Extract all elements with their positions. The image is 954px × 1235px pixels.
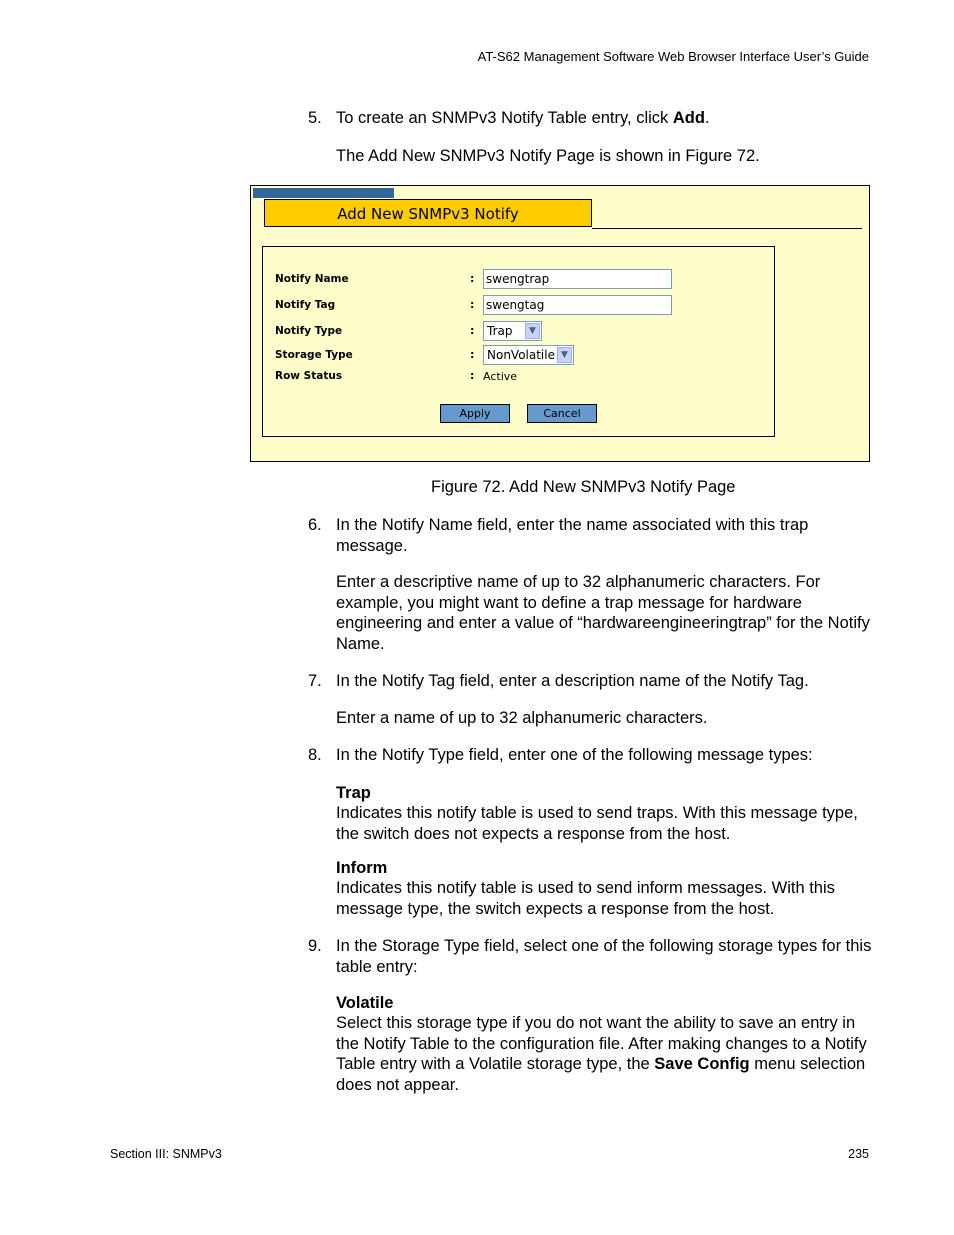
step-6-follow: Enter a descriptive name of up to 32 alphanumeric characters. For example, you might want to define a trap message for hardware engineering and enter a value of “hardwareengineeringtrap” for the Notify Name. bbox=[336, 573, 870, 653]
notify-name-input[interactable]: swengtrap bbox=[483, 269, 672, 289]
step-number: 8. bbox=[308, 746, 322, 764]
step-number: 7. bbox=[308, 672, 322, 690]
notify-type-select[interactable] bbox=[483, 321, 542, 341]
storage-type-select[interactable] bbox=[483, 345, 574, 365]
notify-type-label: Notify Type bbox=[275, 325, 343, 337]
row-status-value: Active bbox=[483, 370, 518, 383]
step-5-follow: The Add New SNMPv3 Notify Page is shown in Figure 72. bbox=[336, 147, 760, 165]
step-9-text: In the Storage Type field, select one of the following storage types for this table entry: bbox=[336, 937, 872, 976]
colon: : bbox=[470, 324, 475, 337]
step-number: 6. bbox=[308, 516, 322, 534]
step-7-text: In the Notify Tag field, enter a description name of the Notify Tag. bbox=[336, 672, 809, 690]
term-inform-desc: Indicates this notify table is used to send inform messages. With this message type, the switch expects a response from the host. bbox=[336, 879, 835, 918]
figure-page-title: Add New SNMPv3 Notify bbox=[264, 199, 592, 227]
chevron-down-icon[interactable]: ▼ bbox=[557, 347, 572, 363]
figure-tab-accent bbox=[253, 188, 394, 198]
page-number: 235 bbox=[848, 1147, 869, 1161]
notify-name-label: Notify Name bbox=[275, 273, 349, 285]
notify-type-value: Trap bbox=[487, 324, 513, 338]
step-7-follow: Enter a name of up to 32 alphanumeric characters. bbox=[336, 709, 708, 727]
title-divider bbox=[592, 228, 862, 229]
term-trap-desc: Indicates this notify table is used to send traps. With this message type, the switch does not expects a response from the host. bbox=[336, 804, 858, 843]
figure-add-notify bbox=[250, 185, 870, 462]
figure-caption: Figure 72. Add New SNMPv3 Notify Page bbox=[431, 478, 736, 496]
term-volatile-desc: Select this storage type if you do not want the ability to save an entry in the Notify Table to the configuration file. After making changes to a Notify Table entry with a Volatile storage type, the Save Config menu selection does not appear. bbox=[336, 1014, 867, 1094]
step-number: 5. bbox=[308, 109, 322, 127]
step-5-text: To create an SNMPv3 Notify Table entry, click Add. bbox=[336, 109, 710, 127]
step-8-text: In the Notify Type field, enter one of the following message types: bbox=[336, 746, 813, 764]
term-volatile: Volatile bbox=[336, 994, 394, 1012]
term-inform: Inform bbox=[336, 859, 388, 877]
chevron-down-icon[interactable]: ▼ bbox=[525, 323, 540, 339]
step-6-text: In the Notify Name field, enter the name associated with this trap message. bbox=[336, 516, 809, 555]
running-header: AT-S62 Management Software Web Browser Interface User’s Guide bbox=[477, 49, 869, 64]
row-status-label: Row Status bbox=[275, 370, 343, 382]
notify-tag-label: Notify Tag bbox=[275, 299, 336, 311]
term-trap: Trap bbox=[336, 784, 371, 802]
colon: : bbox=[470, 369, 475, 382]
notify-tag-input[interactable]: swengtag bbox=[483, 295, 672, 315]
notify-form-panel bbox=[262, 246, 775, 437]
step-number: 9. bbox=[308, 937, 322, 955]
colon: : bbox=[470, 272, 475, 285]
apply-button[interactable]: Apply bbox=[440, 404, 510, 423]
cancel-button[interactable]: Cancel bbox=[527, 404, 597, 423]
footer-section: Section III: SNMPv3 bbox=[110, 1147, 222, 1161]
storage-type-value: NonVolatile bbox=[487, 348, 555, 362]
colon: : bbox=[470, 298, 475, 311]
colon: : bbox=[470, 348, 475, 361]
storage-type-label: Storage Type bbox=[275, 349, 353, 361]
